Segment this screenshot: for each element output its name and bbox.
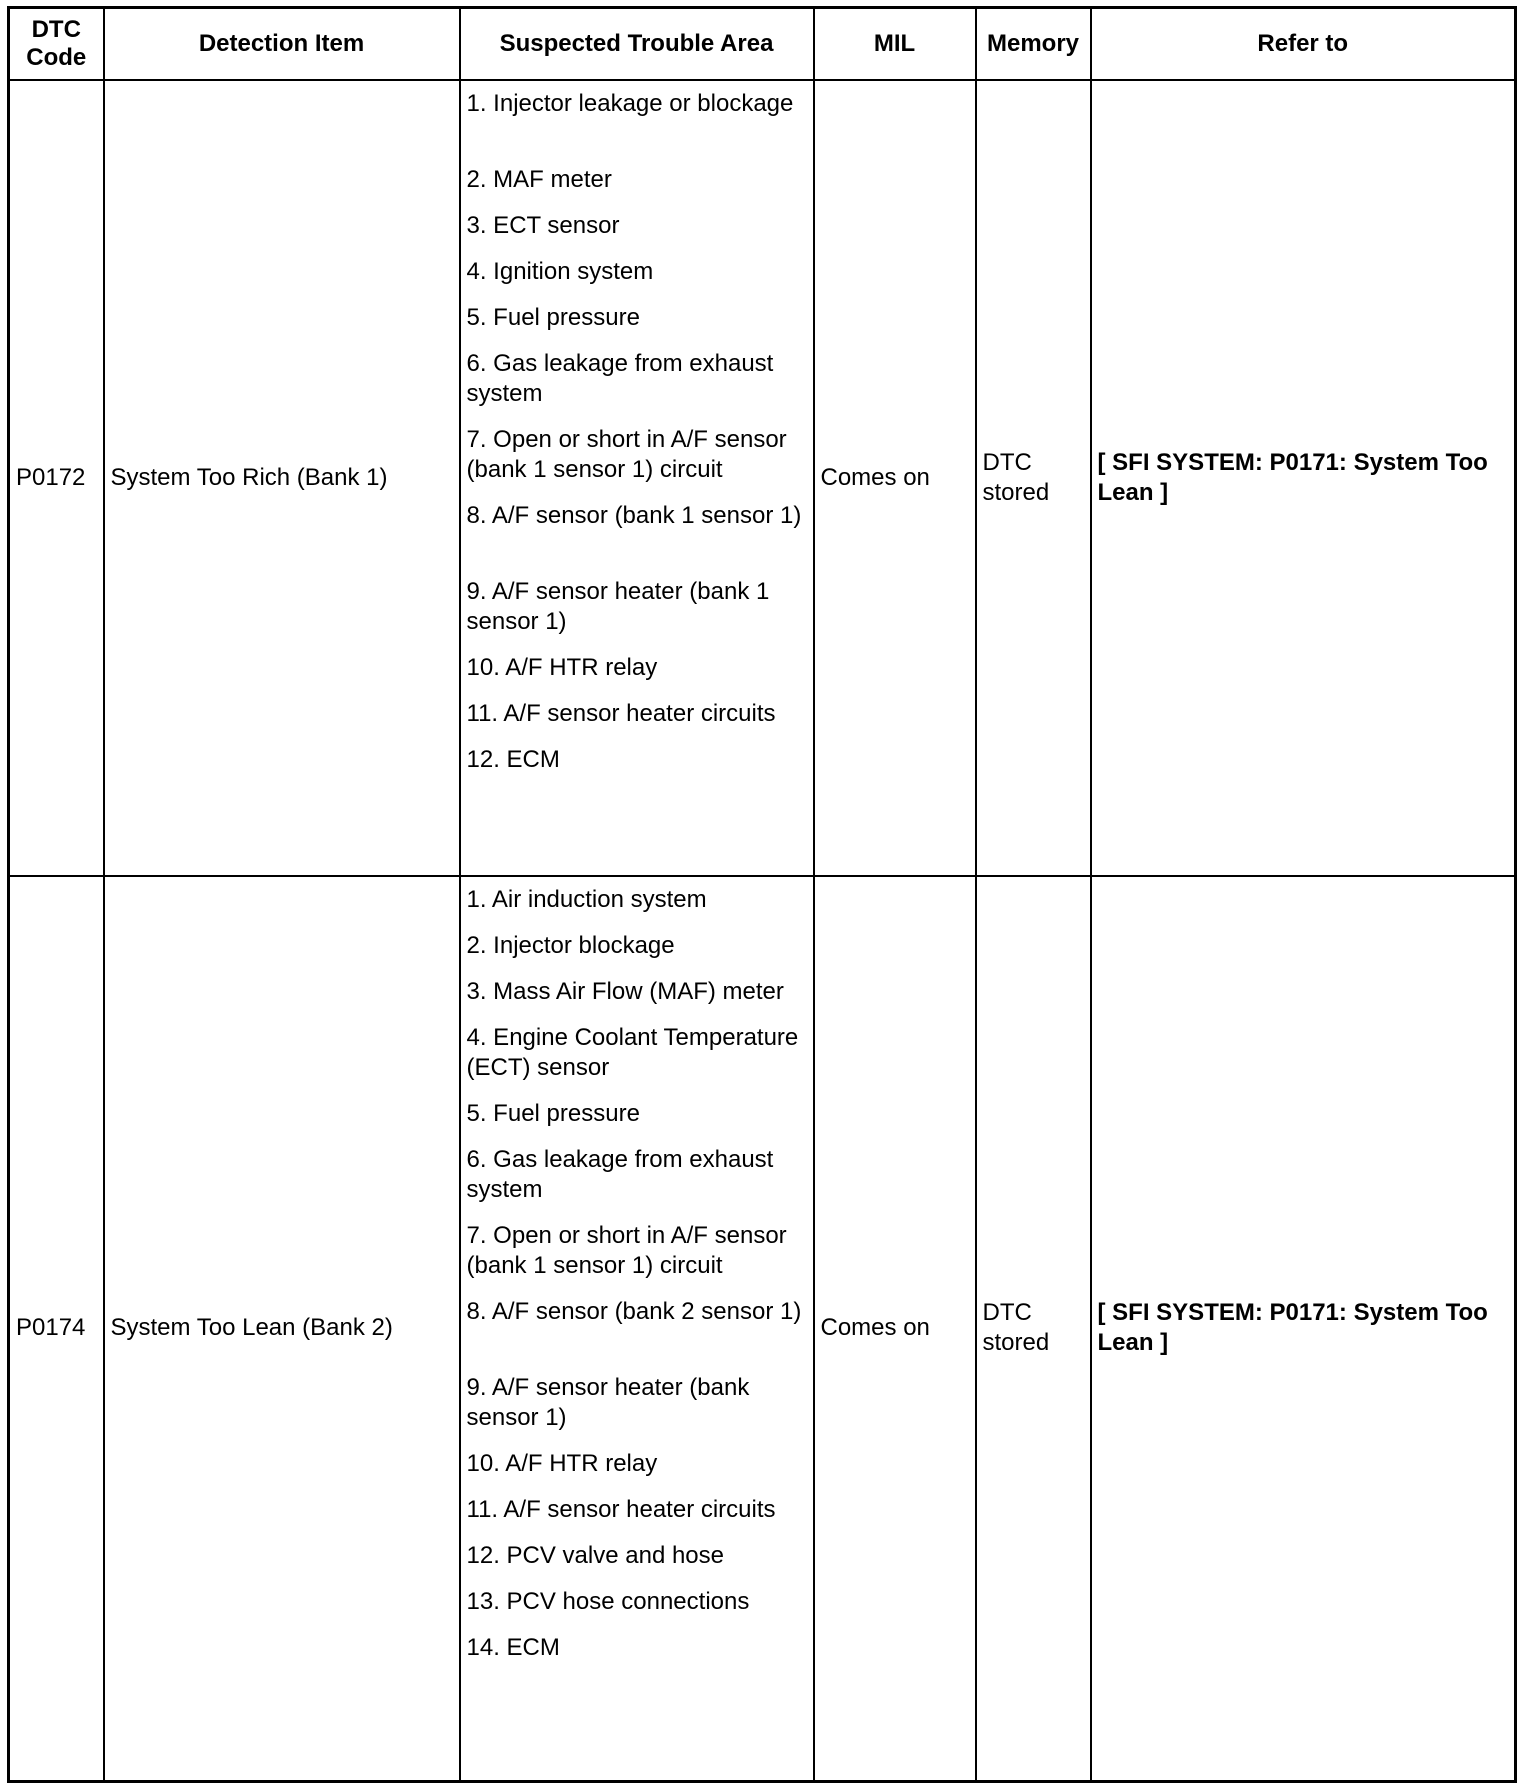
trouble-area-item: 3. ECT sensor xyxy=(466,211,620,239)
refer-to-link[interactable]: [ SFI SYSTEM: P0171: System Too Lean ] xyxy=(1091,876,1516,1782)
suspected-trouble-area-cell xyxy=(460,876,814,1782)
trouble-area-item: 4. Engine Coolant Temperature (ECT) sensor xyxy=(466,1023,799,1081)
trouble-area-item: 6. Gas leakage from exhaust system xyxy=(466,349,774,407)
trouble-area-item: 10. A/F HTR relay xyxy=(466,1449,658,1477)
table-row xyxy=(9,876,1516,1782)
trouble-area-item: 13. PCV hose connections xyxy=(466,1587,750,1615)
mil-cell: Comes on xyxy=(814,80,976,876)
trouble-area-item: 14. ECM xyxy=(466,1633,560,1661)
trouble-area-item: 10. A/F HTR relay xyxy=(466,653,658,681)
trouble-area-item: 1. Air induction system xyxy=(466,885,707,913)
header-refer-to: Refer to xyxy=(1091,8,1516,80)
memory-cell: DTC stored xyxy=(976,80,1091,876)
trouble-area-item: 2. Injector blockage xyxy=(466,931,675,959)
suspected-trouble-area-cell xyxy=(460,80,814,876)
header-dtc-code: DTC Code xyxy=(9,8,104,80)
trouble-area-item: 9. A/F sensor heater (bank sensor 1) xyxy=(466,1373,750,1431)
trouble-area-item: 7. Open or short in A/F sensor (bank 1 sensor 1) circuit xyxy=(466,1221,787,1279)
trouble-area-item: 11. A/F sensor heater circuits xyxy=(466,699,776,727)
trouble-area-list xyxy=(461,81,813,783)
detection-item-cell: System Too Lean (Bank 2) xyxy=(104,876,460,1782)
trouble-area-item: 9. A/F sensor heater (bank 1 sensor 1) xyxy=(466,577,770,635)
dtc-code-cell: P0172 xyxy=(9,80,104,876)
header-row xyxy=(9,8,1516,80)
trouble-area-item: 4. Ignition system xyxy=(466,257,654,285)
detection-item-cell: System Too Rich (Bank 1) xyxy=(104,80,460,876)
trouble-area-item: 5. Fuel pressure xyxy=(466,1099,640,1127)
header-mil: MIL xyxy=(814,8,976,80)
trouble-area-item: 6. Gas leakage from exhaust system xyxy=(466,1145,774,1203)
trouble-area-item: 1. Injector leakage or blockage xyxy=(466,89,794,117)
trouble-area-item: 12. PCV valve and hose xyxy=(466,1541,724,1569)
trouble-area-item: 7. Open or short in A/F sensor (bank 1 sensor 1) circuit xyxy=(466,425,787,483)
header-detection-item: Detection Item xyxy=(104,8,460,80)
header-suspected-trouble-area: Suspected Trouble Area xyxy=(460,8,814,80)
trouble-area-item: 11. A/F sensor heater circuits xyxy=(466,1495,776,1523)
mil-cell: Comes on xyxy=(814,876,976,1782)
trouble-area-list xyxy=(461,877,813,1671)
dtc-code-cell: P0174 xyxy=(9,876,104,1782)
trouble-area-item: 8. A/F sensor (bank 1 sensor 1) xyxy=(466,501,802,529)
table-body xyxy=(9,80,1516,1782)
table-header xyxy=(9,8,1516,80)
header-memory: Memory xyxy=(976,8,1091,80)
dtc-table xyxy=(7,6,1517,1783)
table-row xyxy=(9,80,1516,876)
refer-to-link[interactable]: [ SFI SYSTEM: P0171: System Too Lean ] xyxy=(1091,80,1516,876)
trouble-area-item: 8. A/F sensor (bank 2 sensor 1) xyxy=(466,1297,802,1325)
trouble-area-item: 5. Fuel pressure xyxy=(466,303,640,331)
trouble-area-item: 2. MAF meter xyxy=(466,165,612,193)
trouble-area-item: 3. Mass Air Flow (MAF) meter xyxy=(466,977,784,1005)
memory-cell: DTC stored xyxy=(976,876,1091,1782)
trouble-area-item: 12. ECM xyxy=(466,745,560,773)
